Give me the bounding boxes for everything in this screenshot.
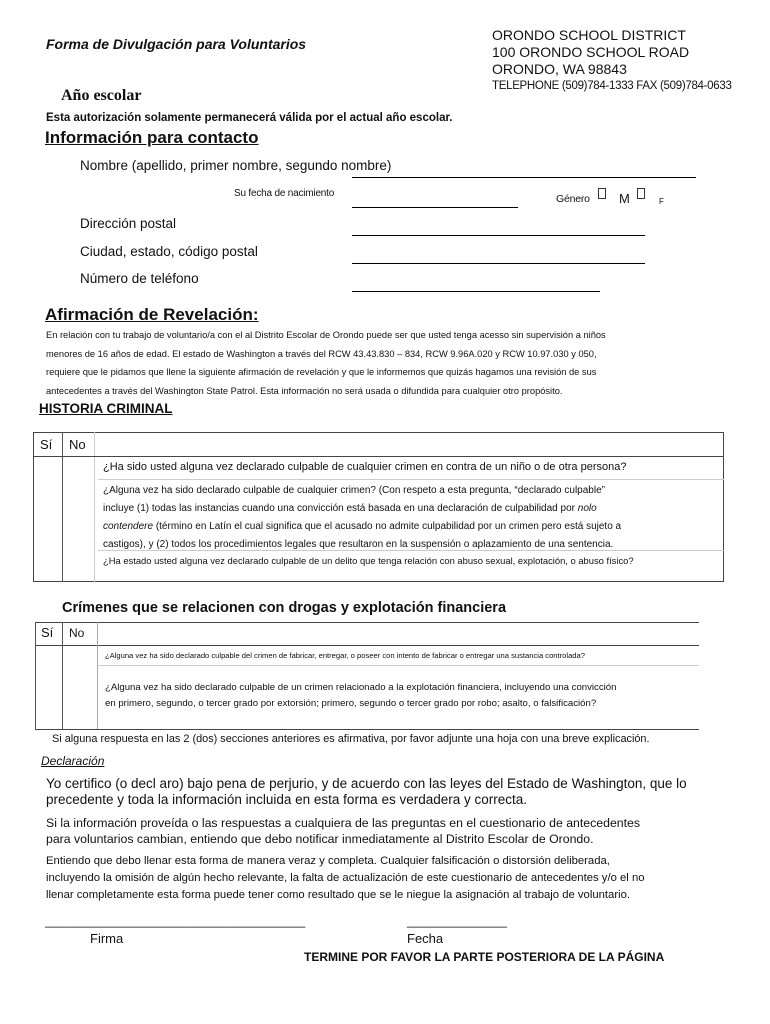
question-line bbox=[103, 518, 621, 536]
dob-field[interactable] bbox=[352, 207, 518, 208]
table-divider bbox=[35, 622, 36, 729]
table-divider bbox=[35, 622, 699, 623]
affirmation-heading: Afirmación de Revelación: bbox=[45, 305, 259, 324]
city-field[interactable] bbox=[352, 263, 645, 264]
table-divider bbox=[35, 645, 699, 646]
declaration-paragraph-2 bbox=[46, 815, 640, 847]
affirmation-text bbox=[46, 326, 606, 400]
address-label: Dirección postal bbox=[80, 216, 177, 231]
declaration-line: Yo certifico (o decl aro) bajo pena de perjurio, y de acuerdo con las leyes del Estado de Washington, que lo bbox=[46, 776, 687, 791]
table-divider bbox=[98, 665, 699, 666]
col-no: No bbox=[69, 626, 85, 640]
gender-label: Género bbox=[556, 193, 590, 205]
table-divider bbox=[62, 432, 63, 582]
name-label: Nombre (apellido, primer nombre, segundo nombre) bbox=[80, 158, 392, 173]
table-divider bbox=[94, 432, 95, 582]
affirmation-line: menores de 16 años de edad. El estado de Washington a través del RCW 43.43.830 – 834, RCW 9.96A.020 y RCW 10.97.030 y 050, bbox=[46, 348, 597, 359]
date-line[interactable]: _______________ bbox=[407, 914, 508, 928]
contact-heading: Información para contacto bbox=[45, 128, 259, 147]
signature-line[interactable]: _______________________________________ bbox=[45, 914, 306, 928]
criminal-question-2 bbox=[103, 482, 621, 554]
dob-label: Su fecha de nacimiento bbox=[234, 188, 335, 199]
declaration-heading: Declaración bbox=[41, 754, 105, 768]
table-divider bbox=[33, 456, 724, 457]
drugs-question-2 bbox=[105, 680, 616, 712]
criminal-question-3: ¿Ha estado usted alguna vez declarado culpable de un delito que tenga relación con abuso sexual, explotación, o abuso físico? bbox=[103, 555, 634, 566]
gender-f-label: F bbox=[659, 197, 664, 206]
table-divider bbox=[97, 622, 98, 729]
question-italic: nolo bbox=[577, 503, 597, 514]
phone-label: Número de teléfono bbox=[80, 271, 199, 286]
gender-f-checkbox[interactable] bbox=[637, 188, 645, 199]
authorization-note: Esta autorización solamente permanecerá válida por el actual año escolar. bbox=[46, 112, 453, 124]
declaration-line: Entiendo que debo llenar esta forma de manera veraz y completa. Cualquier falsificación o distorsión deliberada, bbox=[46, 855, 610, 867]
affirmation-line: requiere que le pidamos que llene la siguiente afirmación de revelación y que le informemos que quizás hagamos una revisión de sus bbox=[46, 367, 597, 377]
question-line: en primero, segundo, o tercer grado por extorsión; primero, segundo o tercer grado por robo; asalto, o falsificación? bbox=[105, 698, 597, 709]
col-yes: Sí bbox=[41, 625, 54, 640]
declaration-line: llenar completamente esta forma puede tener como resultado que se le niegue la asignación al trabajo de voluntario. bbox=[46, 889, 631, 901]
form-title: Forma de Divulgación para Voluntarios bbox=[46, 36, 307, 52]
affirmation-line: En relación con tu trabajo de voluntario/a con el al Distrito Escolar de Orondo puede ser que usted tenga acesso sin supervisión a niños bbox=[46, 330, 606, 340]
school-year-label: Año escolar bbox=[61, 87, 142, 104]
question-text: (término en Latín el cual significa que el acusado no admite culpabilidad por un crimen pero está sujeto a bbox=[153, 521, 622, 532]
district-city: ORONDO, WA 98843 bbox=[492, 61, 627, 77]
address-field[interactable] bbox=[352, 235, 645, 236]
drugs-heading: Crímenes que se relacionen con drogas y explotación financiera bbox=[62, 600, 507, 616]
footer-instruction: TERMINE POR FAVOR LA PARTE POSTERIORA DE LA PÁGINA bbox=[304, 950, 665, 964]
district-address: 100 ORONDO SCHOOL ROAD bbox=[492, 44, 690, 60]
col-no: No bbox=[69, 437, 86, 452]
declaration-paragraph-3 bbox=[46, 853, 645, 904]
criminal-question-1: ¿Ha sido usted alguna vez declarado culpable de cualquier crimen en contra de un niño o de otra persona? bbox=[103, 461, 627, 473]
question-italic: contendere bbox=[103, 521, 154, 532]
question-line: ¿Alguna vez ha sido declarado culpable de un crimen relacionado a la explotación financiera, incluyendo una convicción bbox=[105, 682, 617, 693]
question-line bbox=[103, 500, 621, 518]
declaration-line: precedente y toda la información incluida en esta forma es verdadera y correcta. bbox=[46, 792, 528, 807]
declaration-paragraph-1 bbox=[46, 776, 687, 808]
city-label: Ciudad, estado, código postal bbox=[80, 244, 258, 259]
phone-field[interactable] bbox=[352, 291, 600, 292]
drugs-question-1: ¿Alguna vez ha sido declarado culpable del crimen de fabricar, entregar, o poseer con intento de fabricar o entregar una sustancia controlada? bbox=[105, 651, 585, 660]
col-yes: Sí bbox=[40, 437, 53, 452]
question-line: ¿Alguna vez ha sido declarado culpable de cualquier crimen? (Con respeto a esta pregunta, “declarado culpable” bbox=[103, 485, 605, 496]
name-field[interactable] bbox=[352, 177, 696, 178]
table-divider bbox=[98, 479, 724, 480]
table-divider bbox=[35, 729, 699, 730]
gender-m-checkbox[interactable] bbox=[598, 188, 606, 199]
question-text: incluye (1) todas las instancias cuando una convicción está basada en una declaración de culpabilidad por bbox=[103, 503, 578, 514]
criminal-heading: HISTORIA CRIMINAL bbox=[39, 401, 173, 416]
declaration-line: Si la información proveída o las respuestas a cualquiera de las preguntas en el cuestionario de antecedentes bbox=[46, 816, 641, 830]
district-address-block bbox=[492, 27, 732, 95]
explanation-note: Si alguna respuesta en las 2 (dos) secciones anteriores es afirmativa, por favor adjunte una hoja con una breve explicación. bbox=[52, 733, 650, 745]
declaration-line: incluyendo la omisión de algún hecho relevante, la falta de actualización de este cuestionario de antecedentes y/o el no bbox=[46, 872, 645, 884]
affirmation-line: antecedentes a través del Washington State Patrol. Esta información no será usada o difundida para cualquier otro propósito. bbox=[46, 385, 563, 396]
table-divider bbox=[62, 622, 63, 729]
gender-m-label: M bbox=[619, 191, 630, 206]
question-line: castigos), y (2) todos los procedimientos legales que resultaron en la suspensión o aplazamiento de una sentencia. bbox=[103, 539, 614, 550]
district-name: ORONDO SCHOOL DISTRICT bbox=[492, 27, 686, 43]
signature-label: Firma bbox=[90, 931, 124, 946]
district-phone: TELEPHONE (509)784-1333 FAX (509)784-0633 bbox=[492, 80, 732, 92]
declaration-line: para voluntarios cambian, entiendo que debo notificar inmediatamente al Distrito Escolar de Orondo. bbox=[46, 832, 594, 846]
date-label: Fecha bbox=[407, 931, 444, 946]
